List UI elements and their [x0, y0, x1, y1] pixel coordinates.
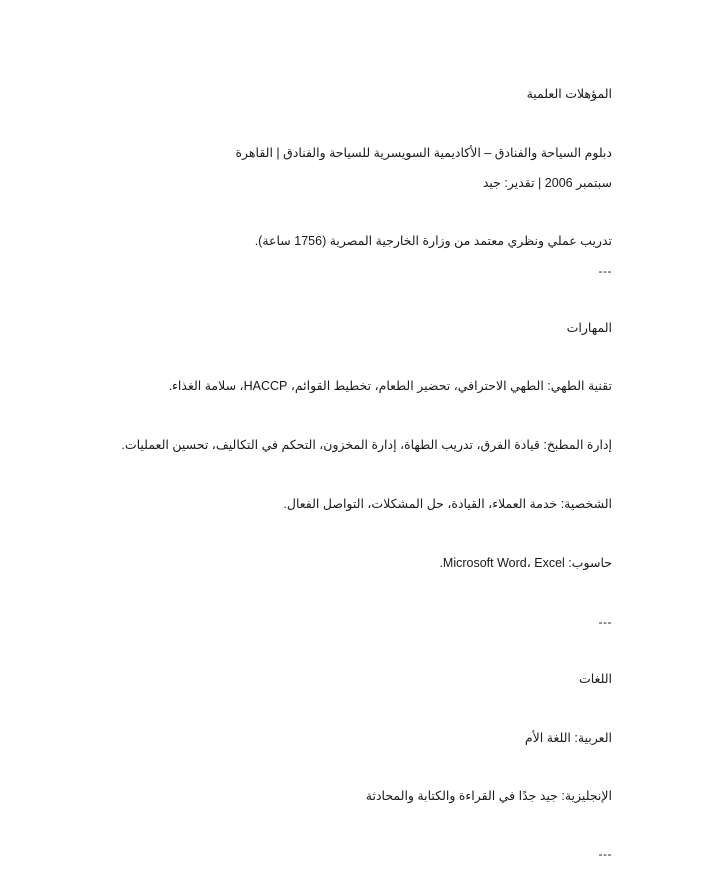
language-english: الإنجليزية: جيد جدًا في القراءة والكتابة والمحادثة	[365, 789, 612, 803]
section-separator: ---	[598, 847, 612, 861]
section-separator: ---	[598, 264, 612, 278]
education-date-grade: سبتمبر 2006 | تقدير: جيد	[482, 176, 612, 190]
skills-heading: المهارات	[566, 321, 612, 335]
skill-computer: حاسوب: Microsoft Word، Excel.	[439, 556, 612, 570]
section-separator: ---	[598, 615, 612, 629]
languages-heading: اللغات	[578, 672, 612, 686]
skill-kitchen-management: إدارة المطبخ: قيادة الفرق، تدريب الطهاة، إدارة المخزون، التحكم في التكاليف، تحسين العمليات.	[121, 438, 612, 452]
education-training: تدريب عملي ونظري معتمد من وزارة الخارجية المصرية (1756 ساعة).	[254, 234, 612, 248]
skill-cooking: تقنية الطهي: الطهي الاحترافي، تحضير الطعام، تخطيط القوائم، HACCP، سلامة الغذاء.	[168, 379, 612, 393]
language-arabic: العربية: اللغة الأم	[524, 731, 612, 745]
skill-personal: الشخصية: خدمة العملاء، القيادة، حل المشكلات، التواصل الفعال.	[283, 497, 612, 511]
education-diploma: دبلوم السياحة والفنادق – الأكاديمية السويسرية للسياحة والفنادق | القاهرة	[235, 146, 612, 160]
education-heading: المؤهلات العلمية	[526, 87, 612, 101]
